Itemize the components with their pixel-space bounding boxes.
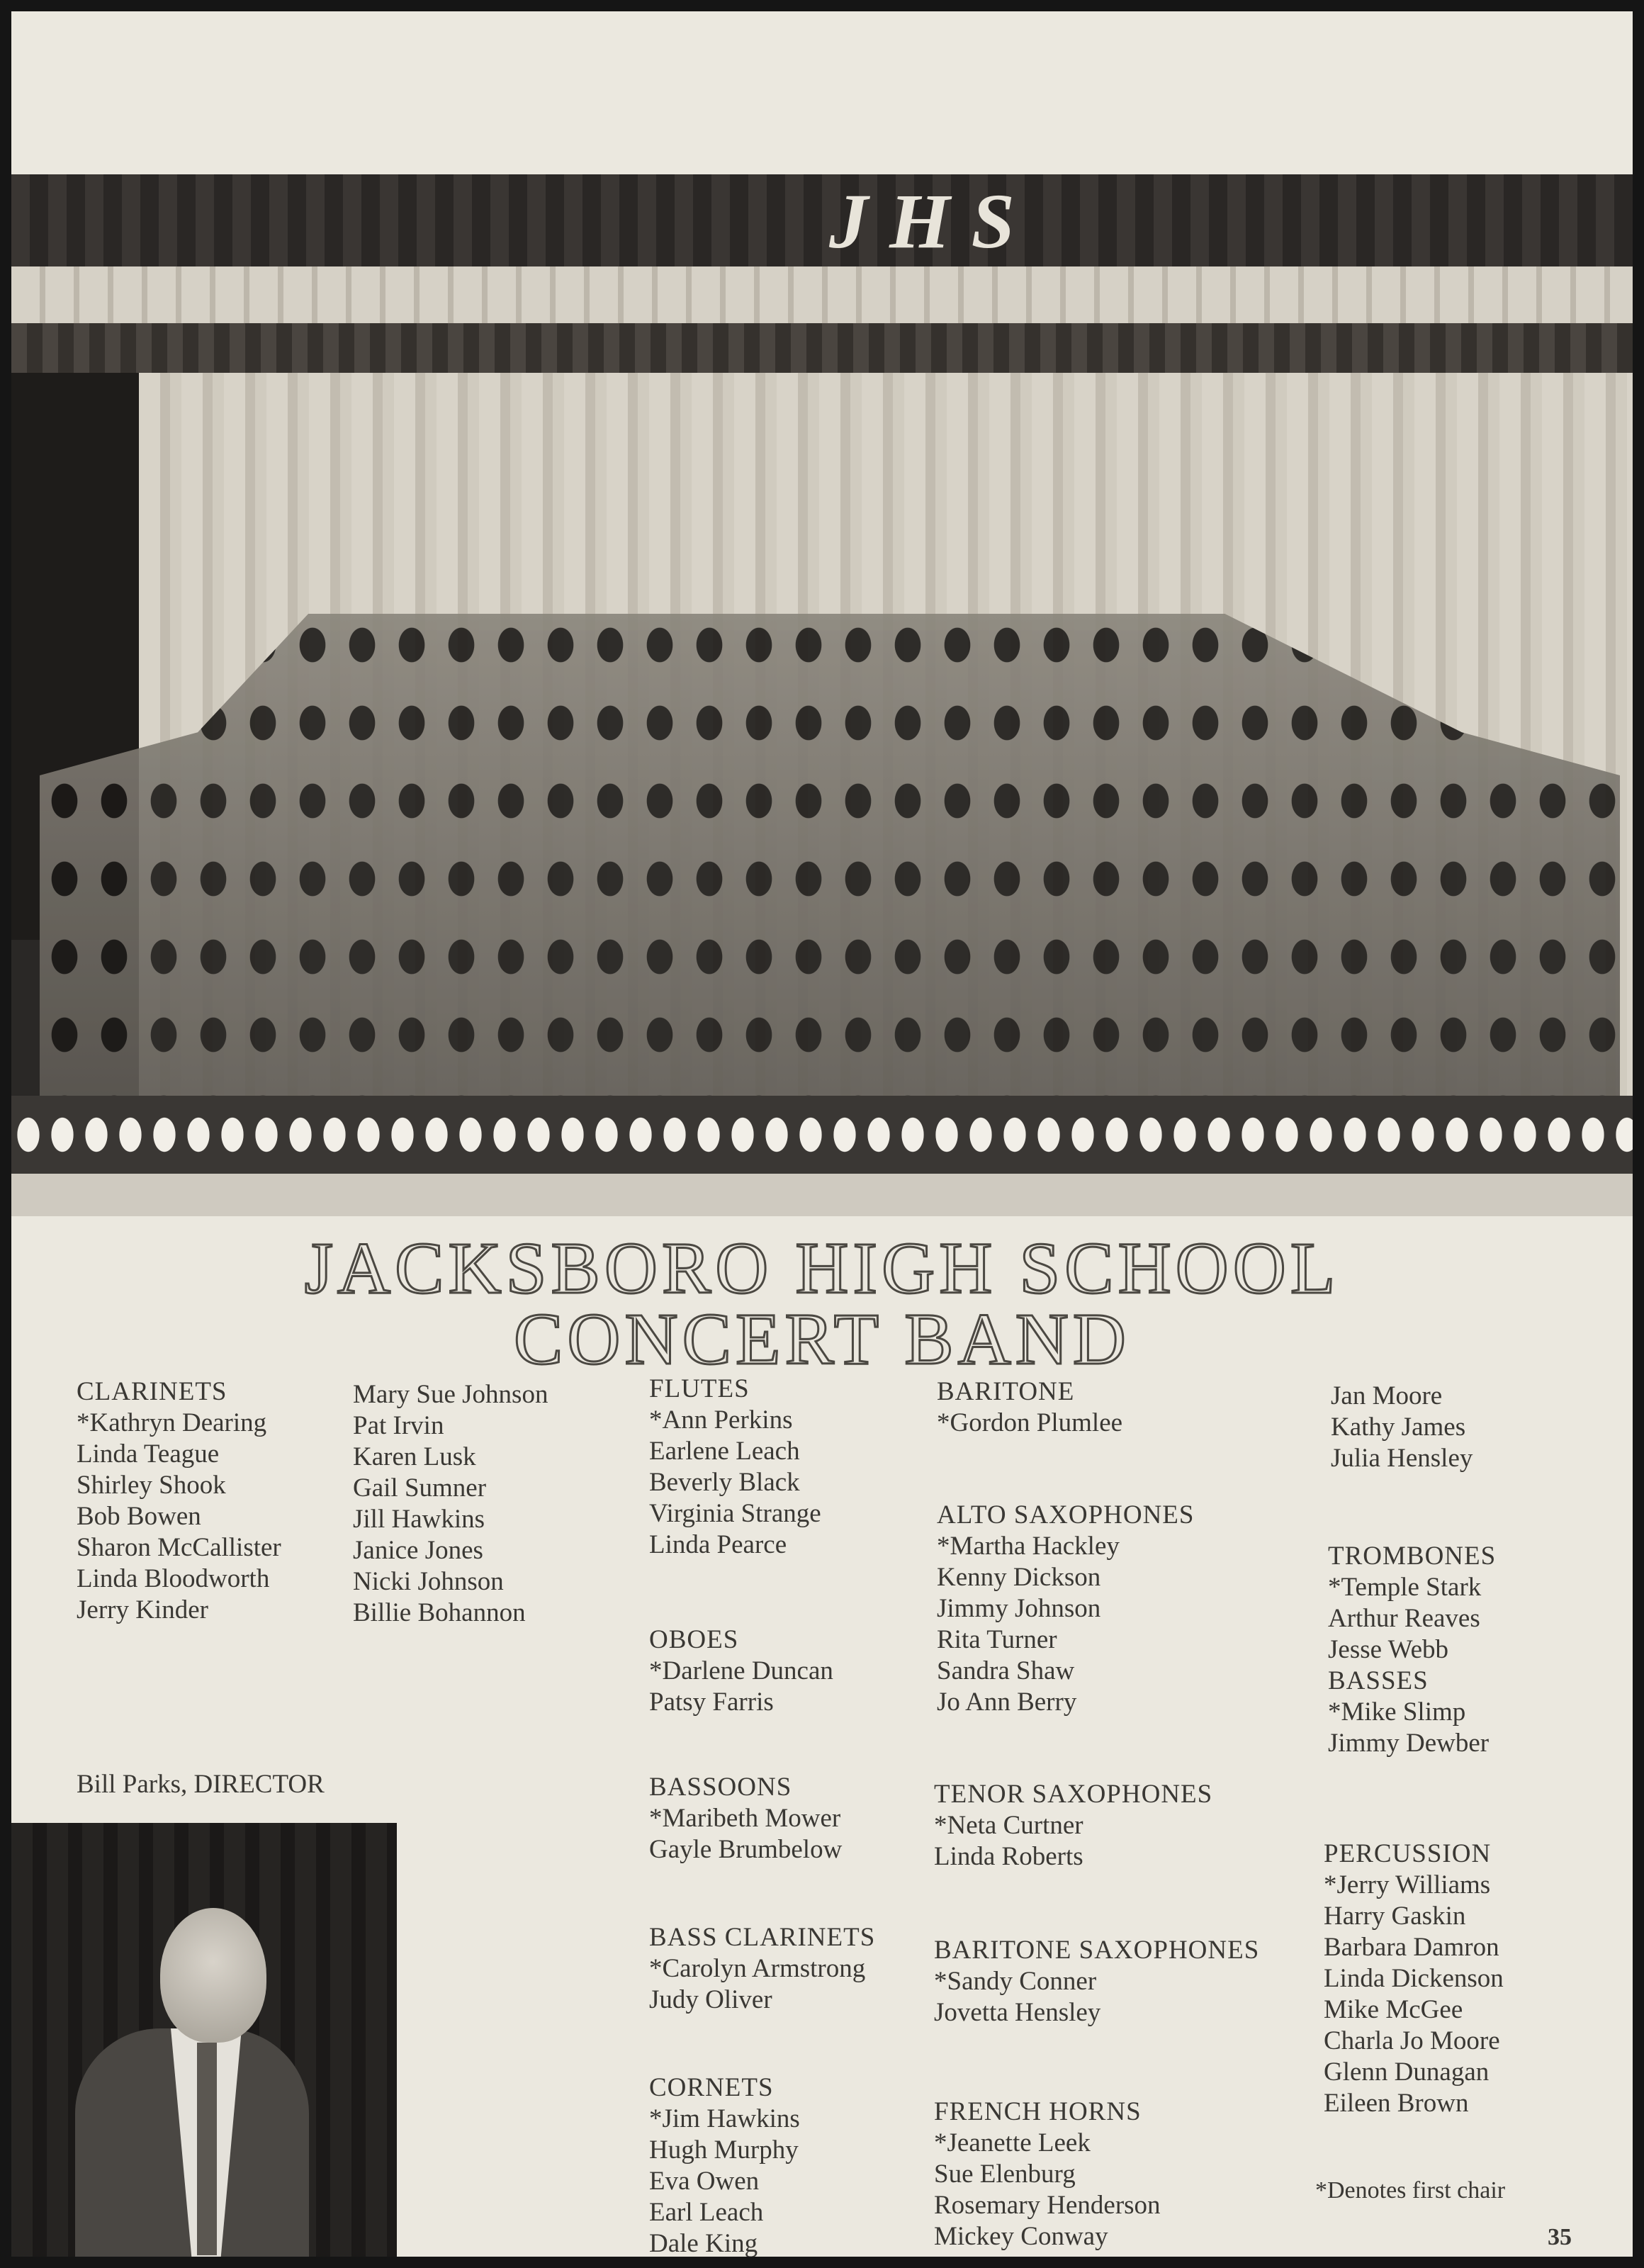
stage-valance-lower [11,323,1633,373]
roster-name: *Jerry Williams [1324,1870,1491,1899]
roster-column-3e [649,2072,800,2257]
roster-name: Jerry Kinder [77,1595,208,1624]
roster-name: *Neta Curtner [934,1811,1083,1840]
roster-column-2 [353,1379,548,1629]
portrait-tie [197,2043,217,2255]
stage-floor [11,1174,1633,1216]
roster-name: Charla Jo Moore [1324,2026,1500,2055]
roster-name: Linda Dickenson [1324,1964,1504,1993]
roster-name: Beverly Black [649,1468,800,1497]
portrait-head [160,1908,266,2043]
roster-name: Linda Teague [77,1439,220,1469]
roster-name: Julia Hensley [1331,1444,1473,1473]
roster-name: *Kathryn Dearing [77,1408,267,1437]
roster-name: Rita Turner [937,1625,1057,1654]
roster-name: *Martha Hackley [937,1532,1120,1561]
section-heading-baritone-saxophones: BARITONE SAXOPHONES [934,1936,1260,1965]
roster-column-3d [649,1922,875,2016]
roster-name: Gayle Brumbelow [649,1835,843,1864]
roster-name: Barbara Damron [1324,1933,1499,1962]
page-number: 35 [1548,2224,1572,2250]
roster-name: Bob Bowen [77,1502,201,1531]
roster-column-3c [649,1772,842,1865]
roster-name: Eileen Brown [1324,2089,1469,2118]
roster-name: Jo Ann Berry [937,1688,1077,1717]
roster-name: Jovetta Hensley [934,1998,1101,2027]
section-heading-tenor-saxophones: TENOR SAXOPHONES [934,1780,1213,1809]
roster-name: Sharon McCallister [77,1533,281,1562]
roster-name: Rosemary Henderson [934,2191,1161,2220]
roster-name: Arthur Reaves [1328,1604,1480,1633]
roster-name: Earl Leach [649,2198,764,2227]
section-heading-flutes: FLUTES [649,1374,750,1403]
band-members [40,614,1620,1152]
roster-name: Jimmy Johnson [937,1594,1101,1623]
section-heading-french-horns: FRENCH HORNS [934,2097,1142,2126]
roster-column-3b [649,1624,833,1718]
roster-column-4c [934,1779,1212,1873]
roster-name: Jimmy Dewber [1328,1729,1490,1758]
page-title-line2: CONCERT BAND [514,1298,1130,1380]
roster-name: Janice Jones [353,1536,483,1565]
roster-column-3 [649,1374,821,1561]
roster-name: *Carolyn Armstrong [649,1954,866,1983]
roster-name: Linda Pearce [649,1530,787,1559]
roster-name: *Ann Perkins [649,1405,793,1435]
roster-name: Eva Owen [649,2167,760,2196]
roster-column-4b [937,1500,1194,1718]
roster-name: Earlene Leach [649,1437,800,1466]
roster-name: Jill Hawkins [353,1505,485,1534]
roster-name: Harry Gaskin [1324,1902,1466,1931]
roster-name: Nicki Johnson [353,1567,504,1596]
roster-name: Pat Irvin [353,1411,444,1440]
roster-name: *Jim Hawkins [649,2104,800,2133]
roster-name: *Gordon Plumlee [937,1408,1123,1437]
director-portrait [11,1823,397,2257]
section-heading-clarinets: CLARINETS [77,1377,227,1406]
roster-name: *Temple Stark [1328,1573,1482,1602]
roster-column-4 [937,1376,1122,1439]
yearbook-page [11,11,1633,2257]
roster-name: Billie Bohannon [353,1598,526,1627]
page-title-line1: JACKSBORO HIGH SCHOOL [304,1228,1340,1309]
section-heading-trombones: TROMBONES [1328,1542,1497,1571]
roster-column-4e [934,2096,1161,2252]
roster-name: Sandra Shaw [937,1656,1075,1685]
roster-name: Mike McGee [1324,1995,1463,2024]
hats-row [11,1096,1633,1174]
section-heading-basses: BASSES [1328,1666,1429,1695]
curtain-ruffle [11,266,1633,323]
roster-name: *Mike Slimp [1328,1697,1466,1727]
roster-name: Jan Moore [1331,1381,1443,1410]
roster-column-1 [77,1376,281,1626]
roster-name: Gail Sumner [353,1473,487,1503]
roster-name: Dale King [649,2229,758,2257]
roster-name: *Maribeth Mower [649,1804,841,1833]
roster-name: Mary Sue Johnson [353,1380,548,1409]
section-heading-bass-clarinets: BASS CLARINETS [649,1923,876,1952]
roster-name: Jesse Webb [1328,1635,1449,1664]
section-heading-percussion: PERCUSSION [1324,1839,1492,1868]
section-heading-baritone: BARITONE [937,1377,1075,1406]
first-chair-footnote: *Denotes first chair [1315,2177,1506,2204]
section-heading-cornets: CORNETS [649,2073,774,2102]
roster-name: Virginia Strange [649,1499,821,1528]
roster-name: Sue Elenburg [934,2160,1076,2189]
roster-name: Linda Bloodworth [77,1564,270,1593]
section-heading-oboes: OBOES [649,1625,739,1654]
roster-name: Glenn Dunagan [1324,2058,1490,2087]
roster-name: Kathy James [1331,1413,1466,1442]
roster-name: Patsy Farris [649,1688,774,1717]
roster-column-4d [934,1935,1259,2028]
section-heading-alto-saxophones: ALTO SAXOPHONES [937,1500,1195,1529]
roster-column-5c [1324,1838,1504,2119]
roster-name: Judy Oliver [649,1985,772,2014]
roster-name: Kenny Dickson [937,1563,1101,1592]
roster-name: Linda Roberts [934,1842,1083,1871]
roster-column-5 [1331,1381,1473,1474]
roster-name: *Sandy Conner [934,1967,1097,1996]
roster-name: Mickey Conway [934,2222,1108,2251]
section-heading-bassoons: BASSOONS [649,1773,792,1802]
jhs-monogram: JHS [829,178,1036,264]
director-caption: Bill Parks, DIRECTOR [77,1770,325,1799]
roster-name: Shirley Shook [77,1471,226,1500]
roster-column-5b [1328,1541,1496,1759]
roster-name: Karen Lusk [353,1442,476,1471]
band-group-photo [11,174,1633,1216]
roster-name: *Darlene Duncan [649,1656,833,1685]
roster-name: *Jeanette Leek [934,2128,1091,2157]
roster-name: Hugh Murphy [649,2135,799,2165]
